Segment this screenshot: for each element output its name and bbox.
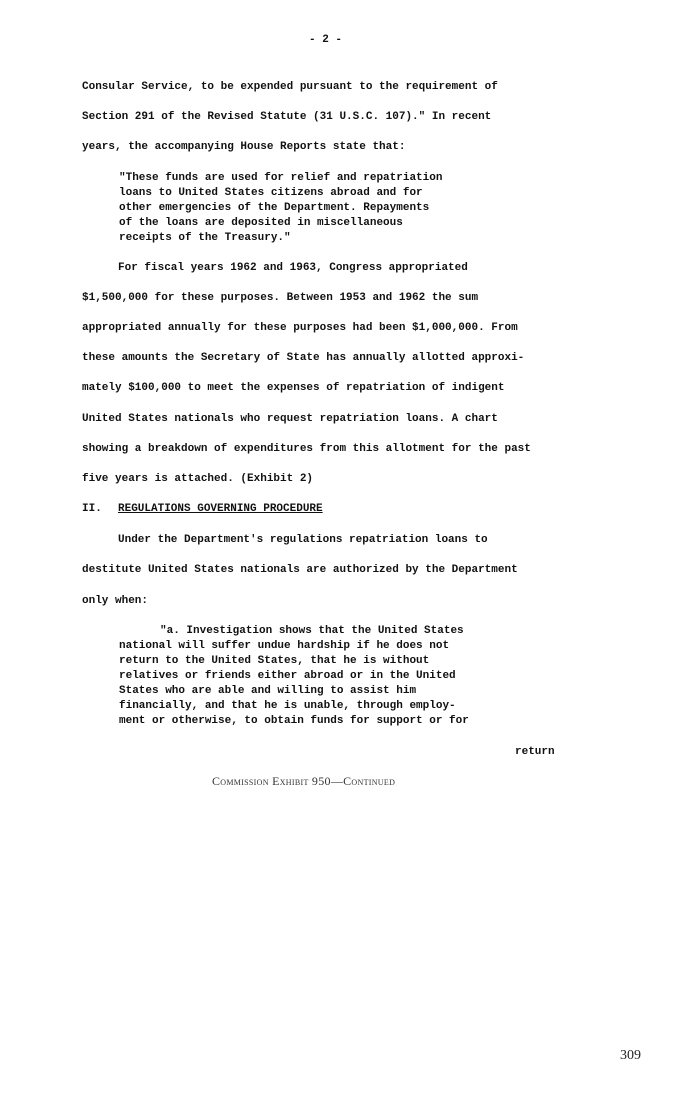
paragraph-line: appropriated annually for these purposes had been $1,000,000. From [82,322,518,334]
quote-line: financially, and that he is unable, through employ- [119,700,456,712]
paragraph-line: only when: [82,595,149,607]
quote-line: "a. Investigation shows that the United States [160,625,464,637]
quote-line: States who are able and willing to assist him [119,685,417,697]
quote-line: other emergencies of the Department. Repayments [119,202,430,214]
section-number: II. [82,503,102,515]
quote-line: relatives or friends either abroad or in the United [119,670,456,682]
exhibit-caption: Commission Exhibit 950—Continued [212,774,396,788]
catchword: return [515,746,555,758]
paragraph-line: destitute United States nationals are authorized by the Department [82,564,518,576]
quote-line: of the loans are deposited in miscellaneous [119,217,403,229]
section-heading: REGULATIONS GOVERNING PROCEDURE [118,503,323,515]
quote-line: "These funds are used for relief and repatriation [119,172,443,184]
paragraph-line: $1,500,000 for these purposes. Between 1953 and 1962 the sum [82,292,479,304]
paragraph-line: five years is attached. (Exhibit 2) [82,473,314,485]
paragraph-line: United States nationals who request repatriation loans. A chart [82,413,498,425]
paragraph-line: Section 291 of the Revised Statute (31 U.S.C. 107)." In recent [82,111,492,123]
quote-line: receipts of the Treasury." [119,232,291,244]
quote-line: return to the United States, that he is without [119,655,430,667]
paragraph-line: Under the Department's regulations repatriation loans to [118,534,488,546]
page-marker: - 2 - [309,34,343,46]
quote-line: national will suffer undue hardship if he does not [119,640,450,652]
paragraph-line: these amounts the Secretary of State has annually allotted approxi- [82,352,525,364]
paragraph-line: showing a breakdown of expenditures from this allotment for the past [82,443,531,455]
paragraph-line: Consular Service, to be expended pursuant to the requirement of [82,81,498,93]
paragraph-line: mately $100,000 to meet the expenses of repatriation of indigent [82,382,505,394]
page-number: 309 [620,1048,641,1063]
quote-line: loans to United States citizens abroad and for [119,187,423,199]
quote-line: ment or otherwise, to obtain funds for support or for [119,715,469,727]
paragraph-line: years, the accompanying House Reports state that: [82,141,406,153]
paragraph-line: For fiscal years 1962 and 1963, Congress appropriated [118,262,468,274]
